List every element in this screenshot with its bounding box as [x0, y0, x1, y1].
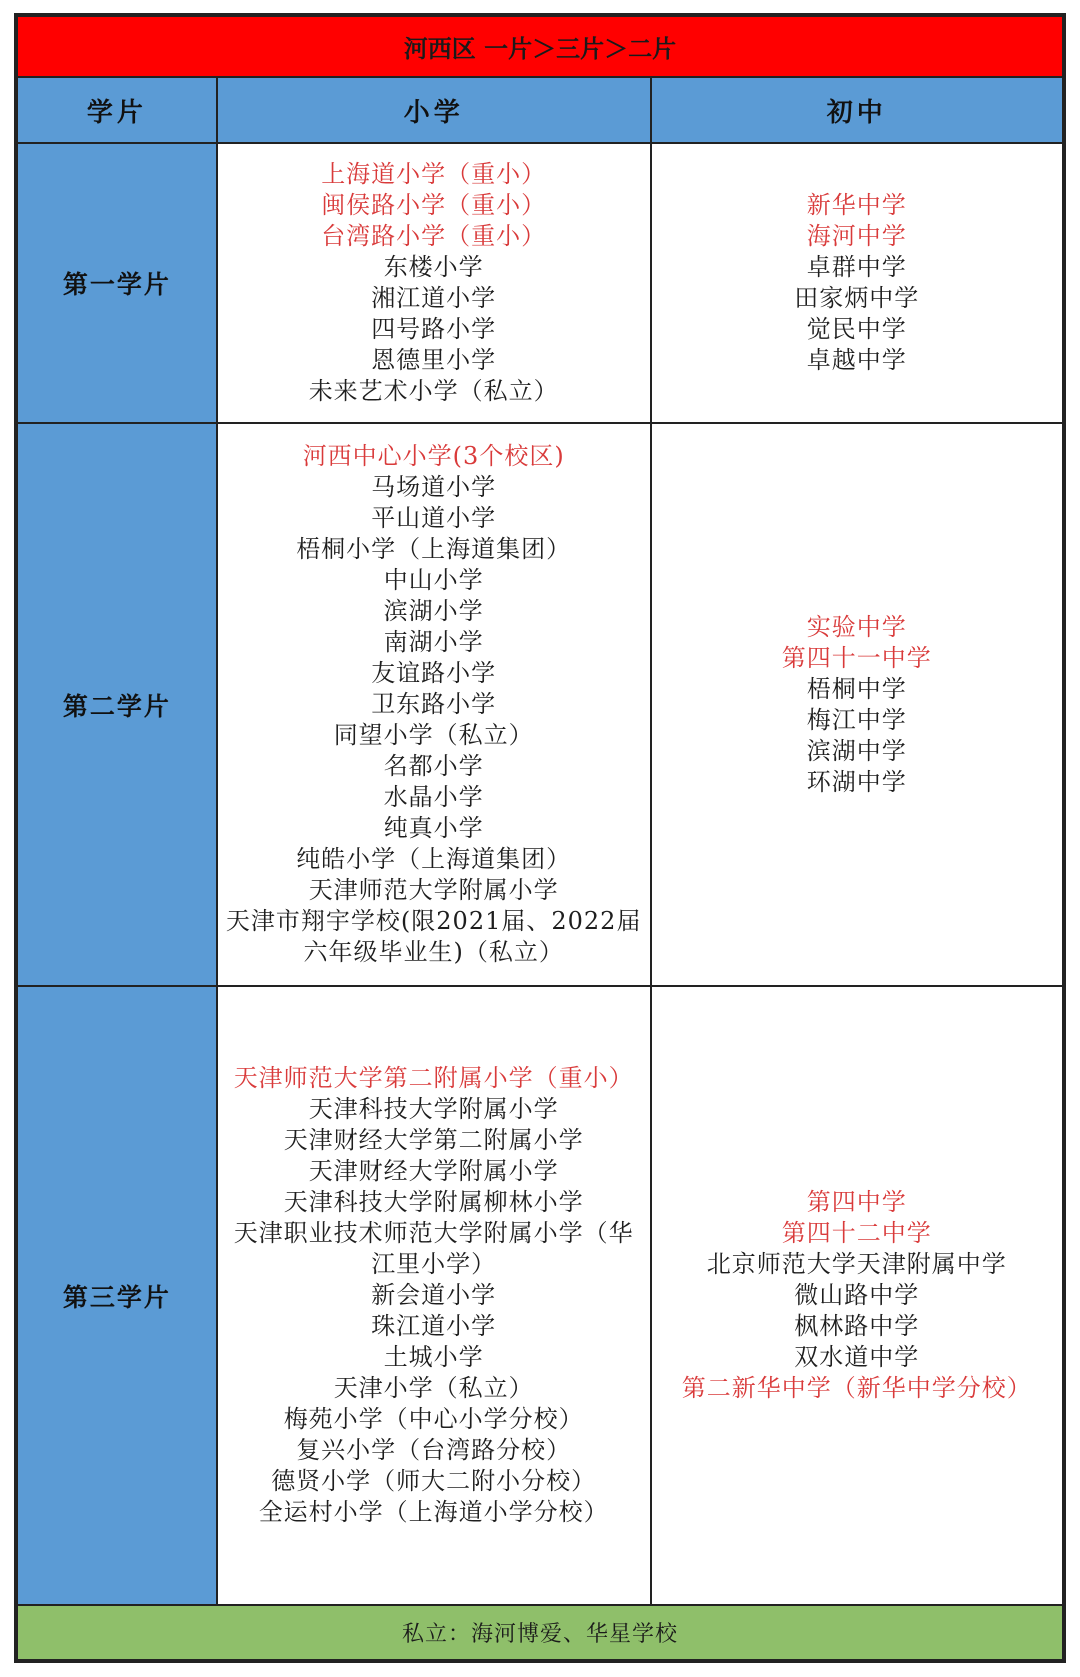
- school-name: 名都小学: [383, 752, 484, 781]
- footer-note: 私立：海河博爱、华星学校: [17, 1605, 1063, 1660]
- school-name: 天津科技大学附属小学: [308, 1095, 559, 1123]
- middle-school-list: [651, 986, 1063, 1605]
- school-name: 台湾路小学（重小）: [321, 222, 547, 251]
- district-school-table-container: [14, 13, 1066, 1663]
- school-name: 新会道小学: [371, 1281, 497, 1309]
- school-name: 闽侯路小学（重小）: [321, 191, 547, 220]
- school-name: 第四十一中学: [781, 643, 932, 672]
- school-name: 滨湖小学: [383, 597, 484, 626]
- school-name: 南湖小学: [383, 628, 484, 657]
- zone-row-1: [17, 143, 1063, 423]
- school-name: 土城小学: [383, 1343, 484, 1371]
- school-name: 复兴小学（台湾路分校）: [296, 1436, 572, 1464]
- school-name: 觉民中学: [806, 315, 907, 344]
- school-name: 新华中学: [806, 191, 907, 220]
- school-name: 天津财经大学附属小学: [308, 1157, 559, 1185]
- school-name: 马场道小学: [371, 473, 497, 502]
- school-name: 平山道小学: [371, 504, 497, 533]
- school-name: 天津财经大学第二附属小学: [283, 1126, 584, 1154]
- school-name: 微山路中学: [794, 1281, 920, 1309]
- zone-name: 第三学片: [17, 986, 217, 1605]
- zone-row-2: [17, 423, 1063, 986]
- school-name: 梧桐小学（上海道集团）: [296, 535, 572, 564]
- school-name: 第四中学: [806, 1188, 907, 1216]
- school-name: 珠江道小学: [371, 1312, 497, 1340]
- school-name: 第二新华中学（新华中学分校）: [681, 1374, 1032, 1402]
- school-name: 恩德里小学: [371, 346, 497, 375]
- school-name: 双水道中学: [794, 1343, 920, 1371]
- school-name: 天津市翔宇学校(限2021届、2022届: [225, 907, 642, 936]
- school-name: 枫林路中学: [794, 1312, 920, 1340]
- primary-school-list: [217, 143, 651, 423]
- footer-row: [17, 1605, 1063, 1660]
- school-name: 天津职业技术师范大学附属小学（华: [233, 1219, 634, 1247]
- header-middle: 初中: [651, 77, 1063, 143]
- school-name: 实验中学: [806, 612, 907, 641]
- middle-school-list: [651, 423, 1063, 986]
- school-name: 同望小学（私立）: [333, 721, 534, 750]
- school-name: 天津小学（私立）: [333, 1374, 534, 1402]
- school-name: 未来艺术小学（私立）: [308, 377, 559, 406]
- school-name: 天津师范大学第二附属小学（重小）: [233, 1064, 634, 1092]
- primary-school-list: [217, 986, 651, 1605]
- school-name: 卫东路小学: [371, 690, 497, 719]
- school-name: 天津师范大学附属小学: [308, 876, 559, 905]
- school-name: 德贤小学（师大二附小分校）: [271, 1467, 597, 1495]
- school-name: 环湖中学: [806, 767, 907, 796]
- school-name: 湘江道小学: [371, 284, 497, 313]
- school-name: 第四十二中学: [781, 1219, 932, 1247]
- school-name: 北京师范大学天津附属中学: [706, 1250, 1007, 1278]
- header-row: [17, 77, 1063, 143]
- school-name: 纯皓小学（上海道集团）: [296, 845, 572, 874]
- primary-school-list: [217, 423, 651, 986]
- school-name: 天津科技大学附属柳林小学: [283, 1188, 584, 1216]
- school-name: 梅苑小学（中心小学分校）: [283, 1405, 584, 1433]
- school-name: 卓越中学: [806, 346, 907, 375]
- school-name: 友谊路小学: [371, 659, 497, 688]
- school-name: 中山小学: [383, 566, 484, 595]
- school-name: 梅江中学: [806, 705, 907, 734]
- zone-row-3: [17, 986, 1063, 1605]
- table-title: 河西区 一片＞三片＞二片: [17, 16, 1063, 77]
- school-name: 全运村小学（上海道小学分校）: [258, 1498, 609, 1526]
- school-name: 江里小学）: [371, 1250, 497, 1278]
- school-name: 东楼小学: [383, 253, 484, 282]
- school-name: 四号路小学: [371, 315, 497, 344]
- school-name: 河西中心小学(3个校区): [302, 442, 565, 471]
- school-name: 滨湖中学: [806, 736, 907, 765]
- zone-name: 第一学片: [17, 143, 217, 423]
- school-zone-table: [16, 15, 1064, 1661]
- title-row: [17, 16, 1063, 77]
- school-name: 六年级毕业生)（私立）: [303, 938, 564, 967]
- middle-school-list: [651, 143, 1063, 423]
- school-name: 上海道小学（重小）: [321, 160, 547, 189]
- school-name: 海河中学: [806, 222, 907, 251]
- header-primary: 小学: [217, 77, 651, 143]
- school-name: 卓群中学: [806, 253, 907, 282]
- school-name: 水晶小学: [383, 783, 484, 812]
- zone-name: 第二学片: [17, 423, 217, 986]
- school-name: 梧桐中学: [806, 674, 907, 703]
- header-zone: 学片: [17, 77, 217, 143]
- school-name: 纯真小学: [383, 814, 484, 843]
- school-name: 田家炳中学: [794, 284, 920, 313]
